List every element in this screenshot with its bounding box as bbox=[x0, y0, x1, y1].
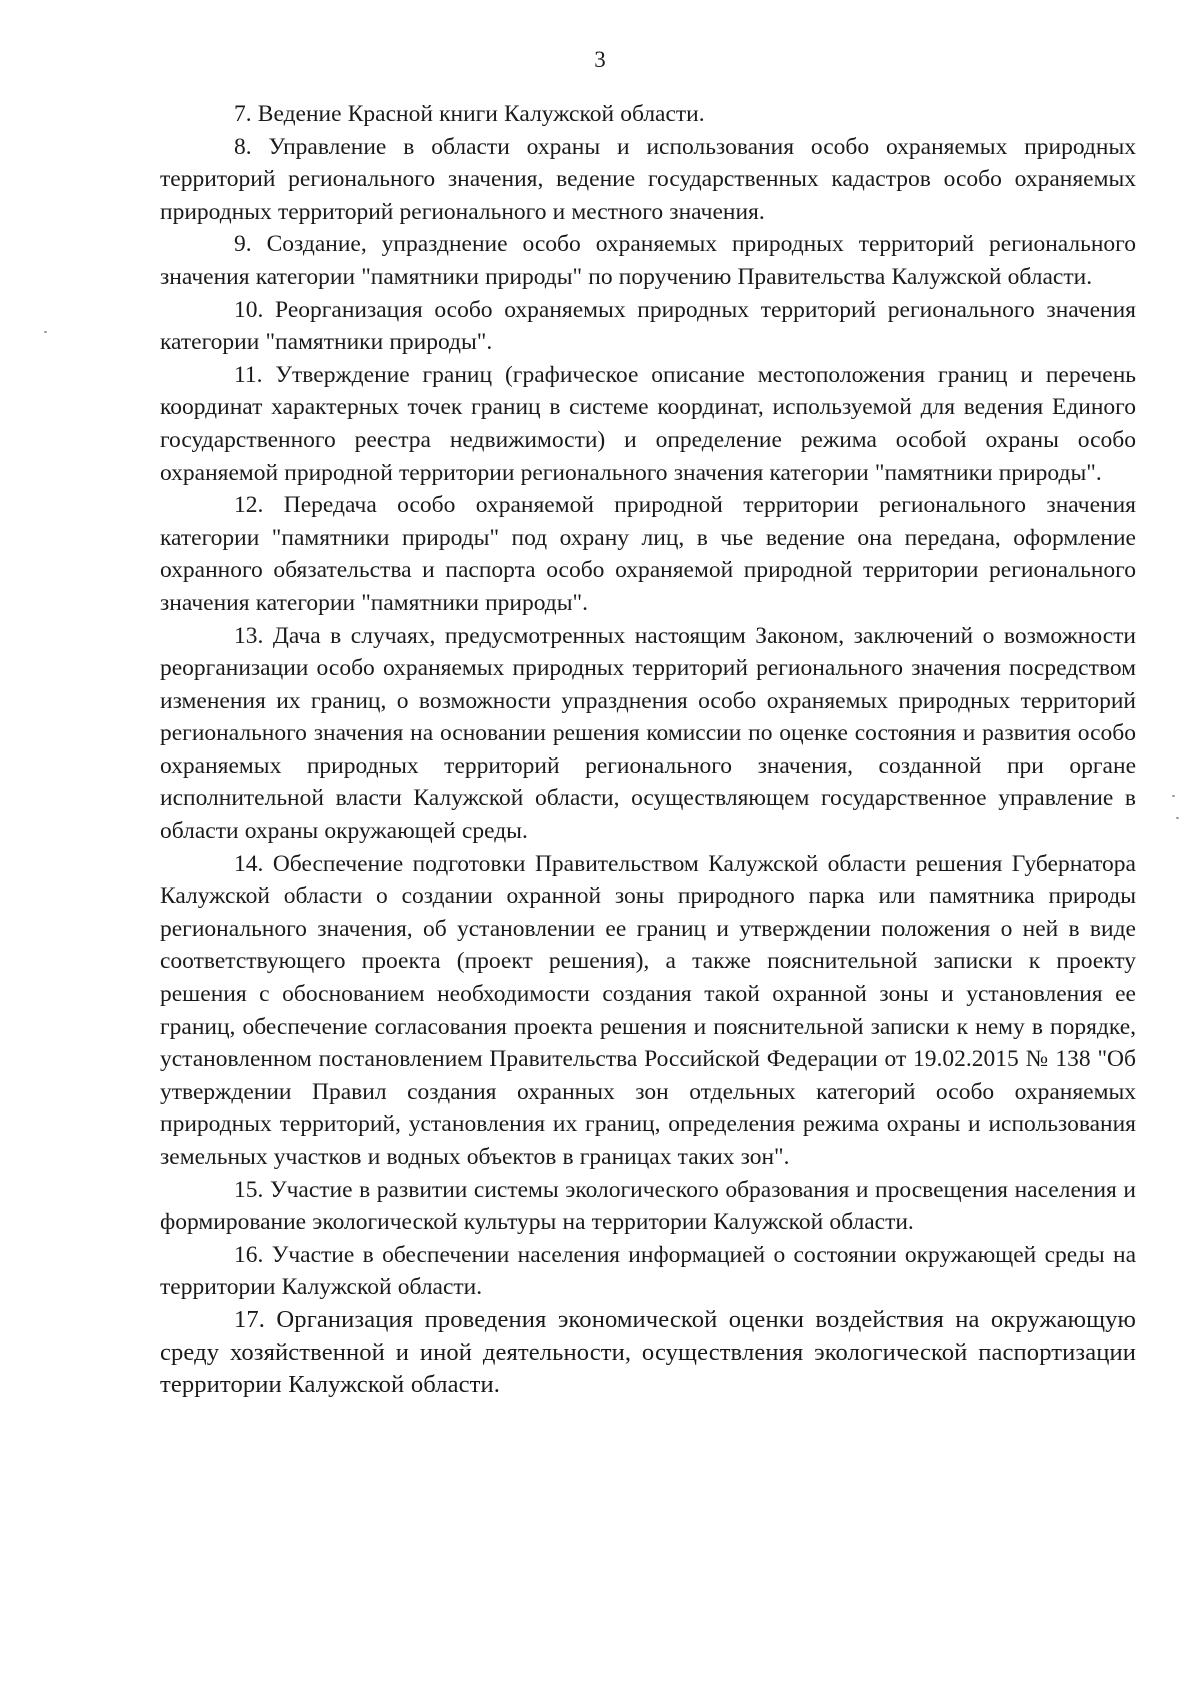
paragraph-14: 14. Обеспечение подготовки Правительством Калужской области решения Губернатора Калужской области о создании охранной зоны природного парка или памятника природы регионального значения, об установлении ее границ и утверждении положения о ней в виде соответствующего проекта (проект решения), а также пояснительной записки к проекту решения с обоснованием необходимости создания такой охранной зоны и установления ее границ, обеспечение согласования проекта решения и пояснительной записки к нему в порядке, установленном постановлением Правительства Российской Федерации от 19.02.2015 № 138 "Об утверждении Правил создания охранных зон отдельных категорий особо охраняемых природных территорий, установления их границ, определения режима охраны и использования земельных участков и водных объектов в границах таких зон". bbox=[160, 850, 1136, 1170]
paragraph-13: 13. Дача в случаях, предусмотренных настоящим Законом, заключений о возможности реорганизации особо охраняемых природных территорий регионального значения посредством изменения их границ, о возможности упразднения особо охраняемых природных территорий регионального значения на основании решения комиссии по оценке состояния и развития особо охраняемых природных территорий регионального значения, созданной при органе исполнительной власти Калужской области, осуществляющем государственное управление в области охраны окружающей среды. bbox=[160, 622, 1136, 845]
document-body bbox=[160, 98, 1136, 1402]
scan-speck-right bbox=[1172, 795, 1175, 797]
paragraph-15: 15. Участие в развитии системы экологического образования и просвещения населения и формирование экологической культуры на территории Калужской области. bbox=[160, 1176, 1136, 1236]
paragraph-17: 17. Организация проведения экономической оценки воздействия на окружающую среду хозяйственной и иной деятельности, осуществления экологической паспортизации территории Калужской области. bbox=[160, 1305, 1136, 1399]
page-number: 3 bbox=[594, 47, 606, 72]
scan-speck-right-2 bbox=[1176, 817, 1179, 819]
paragraph-16: 16. Участие в обеспечении населения информацией о состоянии окружающей среды на территории Калужской области. bbox=[160, 1241, 1136, 1301]
paragraph-7: 7. Ведение Красной книги Калужской области. bbox=[234, 101, 705, 127]
paragraph-12: 12. Передача особо охраняемой природной территории регионального значения категории "памятники природы" под охрану лиц, в чье ведение она передана, оформление охранного обязательства и паспорта особо охраняемой природной территории регионального значения категории "памятники природы". bbox=[160, 492, 1136, 616]
scan-speck-left bbox=[44, 331, 47, 333]
paragraph-11: 11. Утверждение границ (графическое описание местоположения границ и перечень координат характерных точек границ в системе координат, используемой для ведения Единого государственного реестра недвижимости) и определение режима особой охраны особо охраняемой природной территории регионального значения категории "памятники природы". bbox=[160, 361, 1136, 486]
paragraph-10: 10. Реорганизация особо охраняемых природных территорий регионального значения категории "памятники природы". bbox=[160, 296, 1136, 356]
paragraph-8: 8. Управление в области охраны и использования особо охраняемых природных территорий регионального значения, ведение государственных кадастров особо охраняемых природных территорий регионального и местного значения. bbox=[160, 133, 1136, 225]
paragraph-9: 9. Создание, упразднение особо охраняемых природных территорий регионального значения категории "памятники природы" по поручению Правительства Калужской области. bbox=[160, 231, 1136, 290]
